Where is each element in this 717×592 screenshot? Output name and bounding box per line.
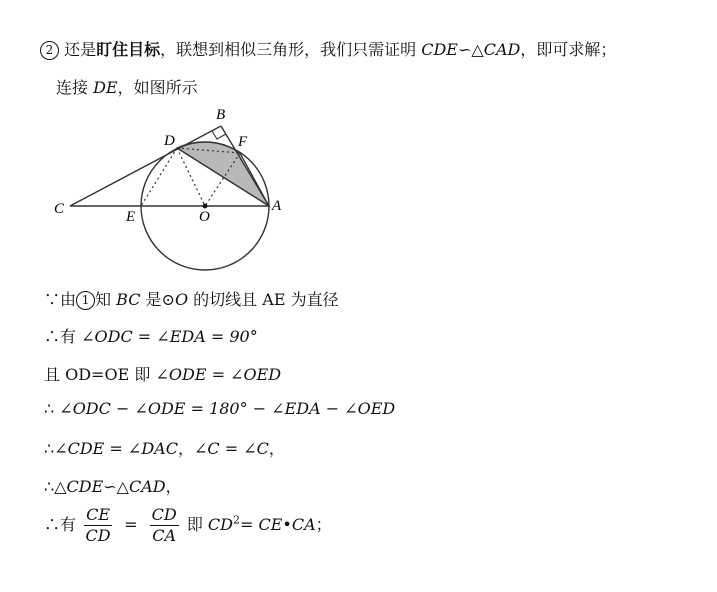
sim-symbol: ∽△ (457, 40, 484, 59)
proof-line-7 (44, 505, 332, 546)
therefore-symbol: ∴ (44, 439, 55, 458)
connect-segment: DE (93, 78, 118, 97)
because-symbol: ∵ (44, 290, 61, 309)
sim-symbol: ∽△ (103, 477, 129, 496)
triangle-cde: CDE (66, 477, 104, 496)
segment-de-dotted (141, 148, 177, 206)
ji-text: 即 (134, 365, 151, 384)
triangle-symbol: △ (54, 477, 67, 496)
therefore-symbol: ∴ (44, 477, 55, 496)
angle-expression-1: ∠CDE = ∠DAC (54, 439, 178, 458)
therefore-symbol: ∴ (44, 399, 55, 418)
step-text-bold: 盯住目标 (96, 40, 161, 59)
label-c: C (54, 201, 65, 217)
is-text: 是 (145, 290, 162, 309)
fraction-ce-cd (84, 505, 112, 546)
step-text-post: ，即可求解； (520, 40, 617, 59)
circle-symbol: ⊙ (161, 290, 175, 309)
proof-line-4 (44, 399, 395, 418)
and-text: 且 (44, 365, 61, 384)
proof-line-1 (44, 287, 339, 310)
fraction-numerator: CD (151, 505, 177, 524)
fraction-cd-ca (150, 505, 179, 546)
angle-expression: ∠ODC − ∠ODE = 180° − ∠EDA − ∠OED (59, 399, 396, 418)
ref-marker: 1 (76, 291, 95, 310)
label-e: E (126, 209, 136, 225)
proof-line-6 (44, 474, 182, 497)
step-2-line (40, 37, 616, 60)
label-a: A (272, 198, 282, 214)
triangle-cad: CAD (128, 477, 166, 496)
geometry-figure (40, 100, 340, 280)
step-text-pre: 还是 (64, 40, 97, 59)
line-end: ， (165, 477, 182, 496)
separator: ， (177, 439, 194, 458)
circle-name: O (174, 290, 189, 309)
you-text: 有 (60, 515, 77, 534)
step-number-marker: 2 (40, 41, 59, 60)
angle-expression: ∠ODE = ∠OED (155, 365, 282, 384)
angle-expression: ∠ODC = ∠EDA = 90° (81, 327, 258, 346)
by-text: 由 (60, 290, 77, 309)
you-text: 有 (60, 327, 77, 346)
sim-left: CDE (421, 40, 458, 59)
connect-text-pre: 连接 (56, 78, 89, 97)
product-expression: = CE•CA (240, 515, 316, 534)
line-end: ， (268, 439, 285, 458)
fraction-denominator: CA (152, 526, 177, 545)
exponent: 2 (233, 513, 240, 527)
angle-expression-2: ∠C = ∠C (193, 439, 269, 458)
step-text-mid: ，联想到相似三角形，我们只需证明 (160, 40, 417, 59)
proof-line-2 (44, 324, 258, 347)
ji-text: 即 (186, 515, 203, 534)
od-oe-text: OD=OE (65, 365, 130, 384)
proof-line-5 (44, 436, 285, 459)
label-b: B (216, 107, 226, 123)
tangent-text: 的切线且 AE 为直径 (193, 290, 339, 309)
cd-term: CD (207, 515, 233, 534)
label-d: D (164, 133, 175, 149)
fraction-denominator: CD (85, 526, 111, 545)
equals-sign: = (124, 515, 138, 534)
sim-right: CAD (483, 40, 521, 59)
connect-text-post: ，如图所示 (117, 78, 198, 97)
proof-line-3 (44, 362, 281, 385)
know-text: 知 (95, 290, 112, 309)
right-angle-marker (212, 131, 226, 139)
label-o: O (199, 209, 210, 225)
segment-cb (70, 126, 221, 206)
fraction-numerator: CE (86, 505, 111, 524)
therefore-symbol: ∴ (44, 515, 61, 534)
connect-line (56, 75, 198, 98)
segment-bc-text: BC (116, 290, 141, 309)
line-end: ； (315, 515, 332, 534)
center-point (203, 204, 208, 209)
therefore-symbol: ∴ (44, 327, 61, 346)
label-f: F (238, 134, 248, 150)
